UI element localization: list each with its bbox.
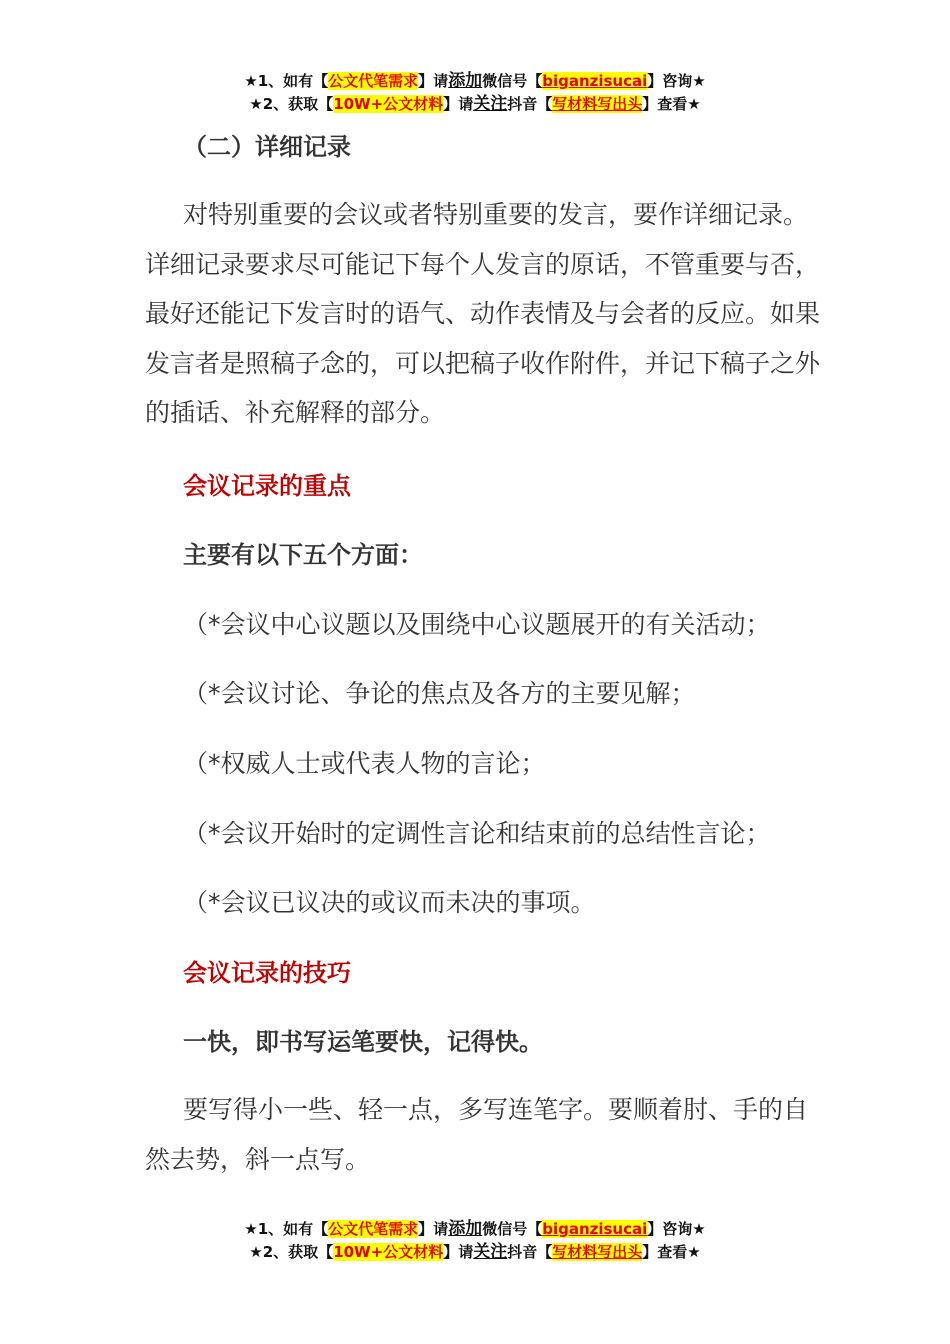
banner-text: 】请 [443, 1243, 474, 1261]
banner-text: ★2、获取【 [249, 95, 334, 113]
bottom-banner [0, 1218, 950, 1264]
banner-line-1 [0, 70, 950, 93]
banner-emphasis: 添加 [448, 71, 483, 91]
skill-1-title: 一快，即书写运笔要快，记得快。 [183, 1028, 543, 1056]
top-banner [0, 70, 950, 116]
banner-text: ★2、获取【 [249, 1243, 334, 1261]
banner-highlight-materials: 10W+公文材料 [333, 1243, 444, 1261]
banner-text: 】请 [443, 95, 474, 113]
banner-highlight-service: 公文代笔需求 [328, 1220, 419, 1238]
banner-line-2 [0, 93, 950, 116]
banner-douyin-account[interactable]: 写材料写出头 [552, 1243, 643, 1261]
list-item: （*会议开始时的定调性言论和结束前的总结性言论； [183, 819, 771, 848]
banner-highlight-materials: 10W+公文材料 [333, 95, 444, 113]
paragraph-detailed-record: 对特别重要的会议或者特别重要的发言，要作详细记录。详细记录要求尽可能记下每个人发言的原话，不管重要与否，最好还能记下发言时的语气、动作表情及与会者的反应。如果发言者是照稿子念的，可以把稿子收作附件，并记下稿子之外的插话、补充解释的部分。 [145, 200, 821, 427]
banner-text: 抖音【 [507, 95, 553, 113]
banner-text: 微信号【 [482, 1220, 543, 1238]
banner-emphasis: 添加 [448, 1219, 483, 1239]
banner-emphasis: 关注 [473, 1242, 508, 1262]
list-item: （*会议讨论、争论的焦点及各方的主要见解； [183, 679, 696, 708]
banner-wechat-id[interactable]: biganzisucai [542, 72, 648, 90]
banner-text: 抖音【 [507, 1243, 553, 1261]
banner-line-1 [0, 1218, 950, 1241]
banner-douyin-account[interactable]: 写材料写出头 [552, 95, 643, 113]
skill-1-text: 要写得小一些、轻一点，多写连笔字。要顺着肘、手的自然去势，斜一点写。 [145, 1095, 809, 1174]
banner-text: 微信号【 [482, 72, 543, 90]
heading-focus: 会议记录的重点 [183, 472, 351, 500]
banner-text: 】请 [418, 1220, 449, 1238]
banner-text: 】咨询★ [647, 1220, 706, 1238]
section-subheading: （二）详细记录 [183, 133, 351, 161]
banner-text: 】请 [418, 72, 449, 90]
banner-text: 】咨询★ [647, 72, 706, 90]
banner-text: ★1、如有【 [244, 72, 329, 90]
list-item: （*权威人士或代表人物的言论； [183, 749, 546, 778]
banner-emphasis: 关注 [473, 94, 508, 114]
focus-intro: 主要有以下五个方面： [183, 541, 423, 569]
banner-text: 】查看★ [642, 1243, 701, 1261]
list-item: （*会议已议决的或议而未决的事项。 [183, 888, 596, 917]
heading-skills: 会议记录的技巧 [183, 959, 351, 987]
banner-highlight-service: 公文代笔需求 [328, 72, 419, 90]
banner-text: ★1、如有【 [244, 1220, 329, 1238]
banner-text: 】查看★ [642, 95, 701, 113]
banner-line-2 [0, 1241, 950, 1264]
banner-wechat-id[interactable]: biganzisucai [542, 1220, 648, 1238]
list-item: （*会议中心议题以及围绕中心议题展开的有关活动； [183, 610, 771, 639]
